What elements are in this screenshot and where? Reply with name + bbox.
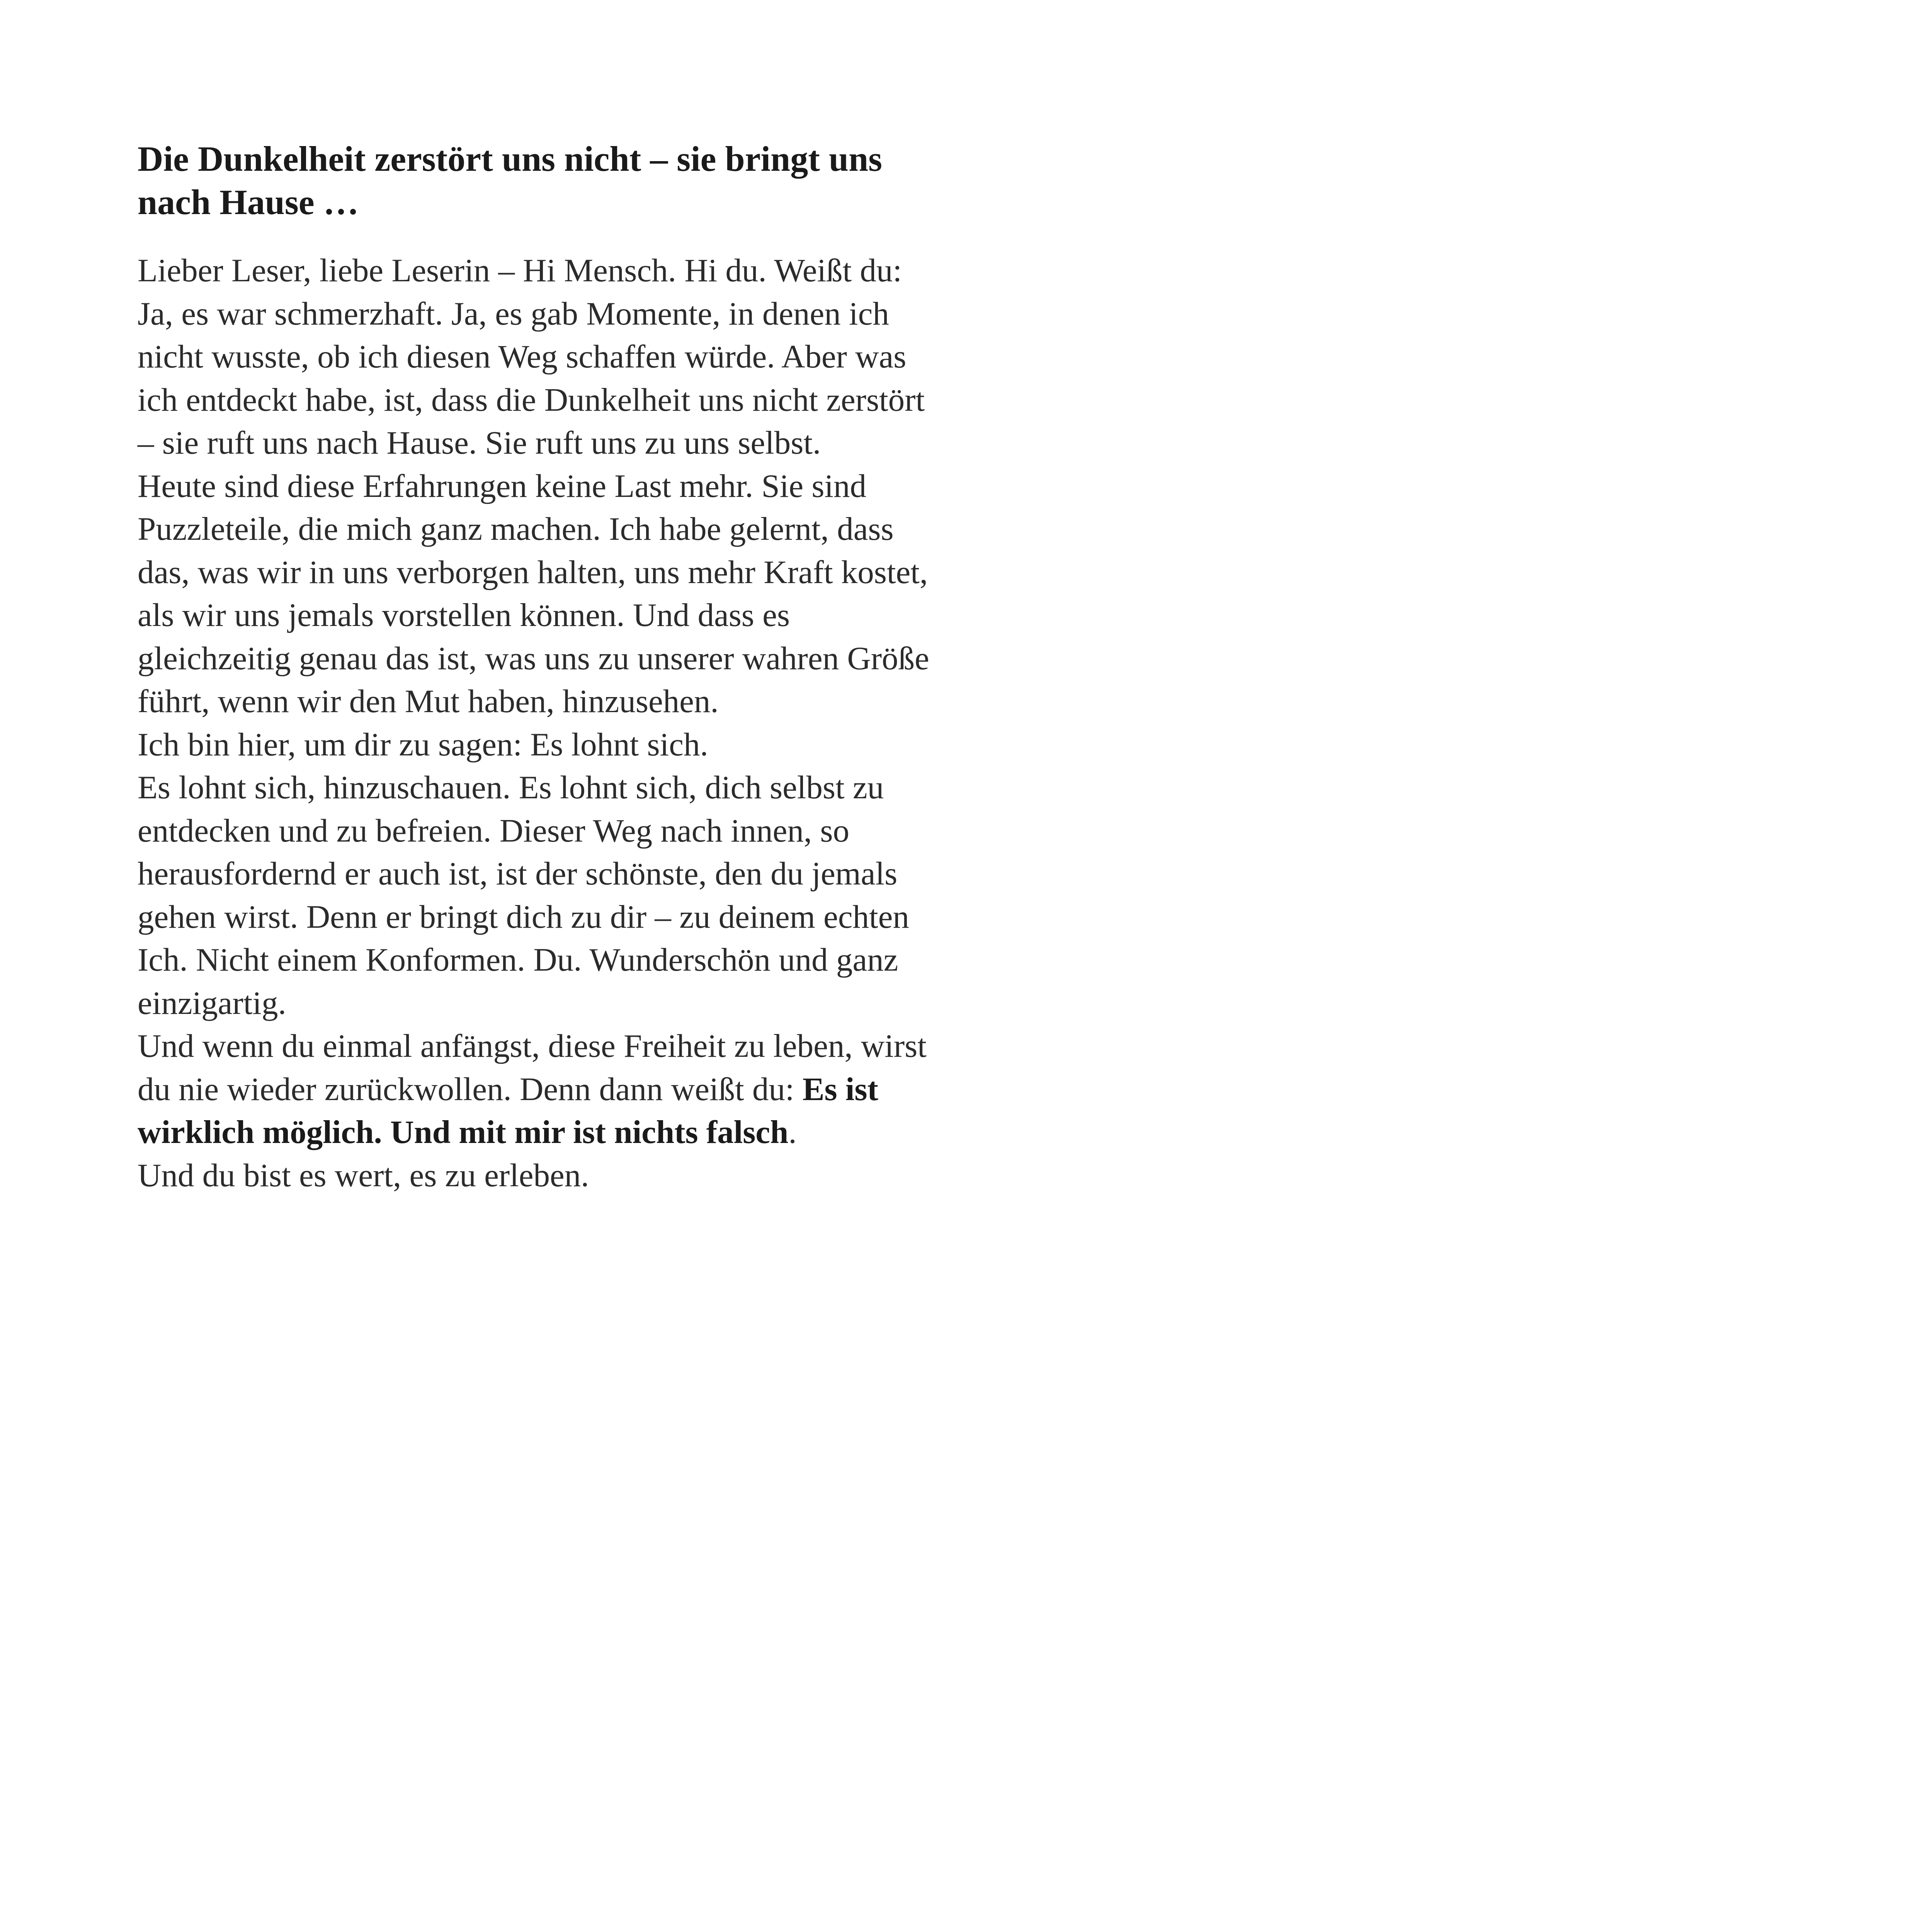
paragraph-1: Lieber Leser, liebe Leserin – Hi Mensch. Hi du. Weißt du: Ja, es war schmerzhaft. Ja, es gab Momente, in denen ich nicht wusste, ob ich diesen Weg schaffen würde. Aber was ich entdeckt habe, ist, dass die Dunkelheit uns nicht zerstört – sie ruft uns nach Hause. Sie ruft uns zu uns selbst. [138, 252, 925, 461]
main-content [138, 137, 934, 1197]
paragraph-3: Ich bin hier, um dir zu sagen: Es lohnt sich. [138, 726, 708, 763]
paragraph-5-end: . [788, 1114, 797, 1150]
body-text [138, 249, 934, 1197]
chapter-heading: Die Dunkelheit zerstört uns nicht – sie bringt uns nach Hause … [138, 139, 882, 222]
paragraph-5 [138, 1025, 934, 1154]
emphasis-text: Es ist wirklich möglich. Und mit mir ist nichts falsch [138, 1071, 878, 1150]
paragraph-5-text: Und wenn du einmal anfängst, diese Freiheit zu leben, wirst du nie wieder zurückwollen. Denn dann weißt du: [138, 1028, 927, 1107]
final-line: Und du bist es wert, es zu erleben. [138, 1157, 589, 1194]
paragraph-2: Heute sind diese Erfahrungen keine Last mehr. Sie sind Puzzleteile, die mich ganz machen. Ich habe gelernt, dass das, was wir in uns verborgen halten, uns mehr Kraft kostet, als wir uns jemals vorstellen können. Und dass es gleichzeitig genau das ist, was uns zu unserer wahren Größe führt, wenn wir den Mut haben, hinzusehen. [138, 468, 929, 719]
paragraph-4: Es lohnt sich, hinzuschauen. Es lohnt sich, dich selbst zu entdecken und zu befreien. Dieser Weg nach innen, so herausfordernd er auch ist, ist der schönste, den du jemals gehen wirst. Denn er bringt dich zu dir – zu deinem echten Ich. Nicht einem Konformen. Du. Wunderschön und ganz einzigartig. [138, 769, 909, 1021]
